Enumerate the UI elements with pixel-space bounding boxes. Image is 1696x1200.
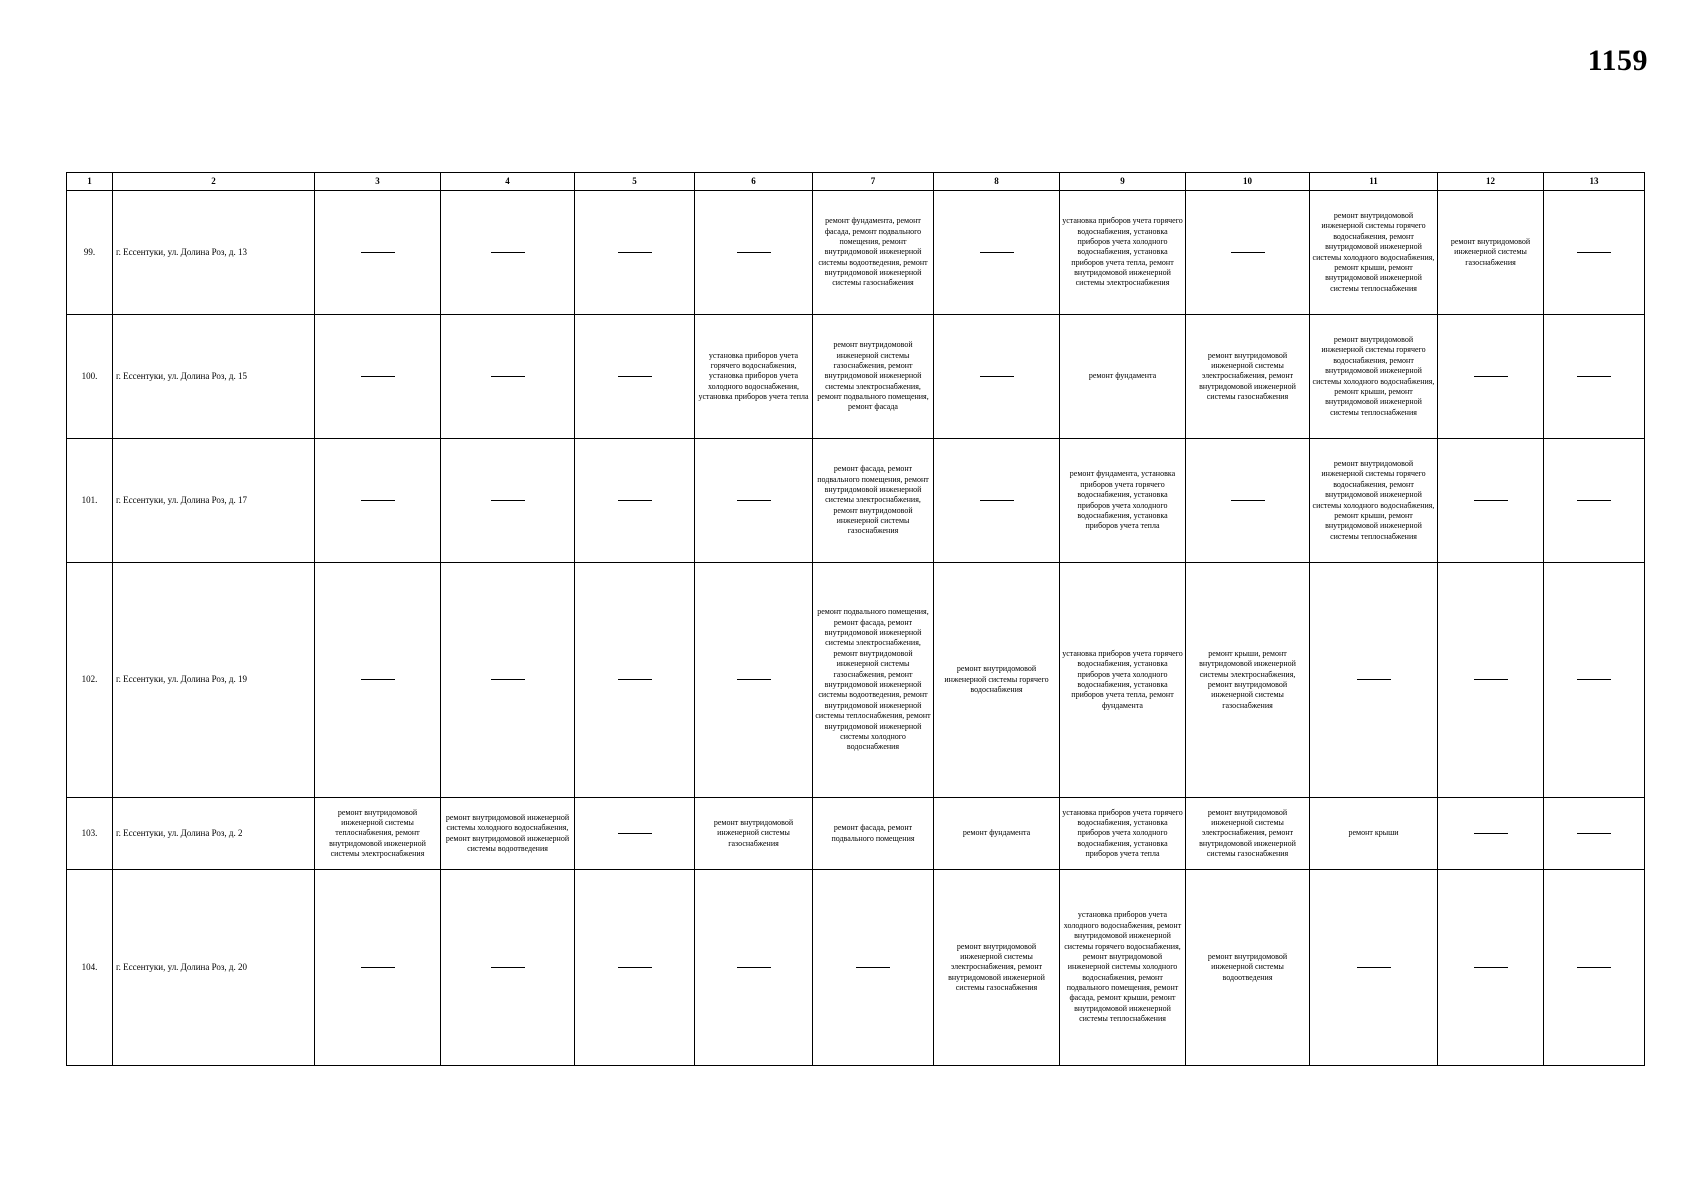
row-number: 101. — [67, 439, 113, 563]
work-cell: ремонт крыши, ремонт внутридомовой инженерной системы электроснабжения, ремонт внутридомовой инженерной системы газоснабжения — [1186, 563, 1310, 798]
dash-mark — [980, 252, 1014, 253]
empty-cell — [441, 563, 575, 798]
dash-mark — [491, 376, 525, 377]
dash-mark — [1474, 376, 1508, 377]
column-header: 9 — [1060, 173, 1186, 191]
dash-mark — [361, 967, 395, 968]
empty-cell — [315, 439, 441, 563]
work-cell: ремонт фасада, ремонт подвального помещения — [813, 798, 934, 870]
dash-mark — [737, 967, 771, 968]
work-cell: установка приборов учета горячего водоснабжения, установка приборов учета холодного водоснабжения, установка приборов учета тепла, ремонт внутридомовой инженерной системы электроснабжения — [1060, 191, 1186, 315]
work-cell: ремонт фундамента, установка приборов учета горячего водоснабжения, установка приборов учета холодного водоснабжения, установка приборов учета тепла — [1060, 439, 1186, 563]
dash-mark — [1577, 833, 1611, 834]
work-cell: ремонт внутридомовой инженерной системы электроснабжения, ремонт внутридомовой инженерной системы газоснабжения — [1186, 798, 1310, 870]
dash-mark — [618, 967, 652, 968]
empty-cell — [1438, 439, 1544, 563]
dash-mark — [1231, 500, 1265, 501]
address-cell: г. Ессентуки, ул. Долина Роз, д. 19 — [113, 563, 315, 798]
work-cell: ремонт подвального помещения, ремонт фасада, ремонт внутридомовой инженерной системы электроснабжения, ремонт внутридомовой инженерной системы газоснабжения, ремонт внутридомовой инженерной системы водоотведения, ремонт внутридомовой инженерной системы теплоснабжения, ремонт внутридомовой инженерной системы холодного водоснабжения — [813, 563, 934, 798]
work-cell: ремонт внутридомовой инженерной системы горячего водоснабжения, ремонт внутридомовой инженерной системы холодного водоснабжения, ремонт крыши, ремонт внутридомовой инженерной системы теплоснабжения — [1310, 315, 1438, 439]
column-header: 11 — [1310, 173, 1438, 191]
dash-mark — [361, 376, 395, 377]
dash-mark — [491, 500, 525, 501]
empty-cell — [695, 563, 813, 798]
dash-mark — [361, 500, 395, 501]
empty-cell — [934, 439, 1060, 563]
empty-cell — [1186, 191, 1310, 315]
empty-cell — [695, 870, 813, 1066]
column-header: 7 — [813, 173, 934, 191]
column-header: 3 — [315, 173, 441, 191]
dash-mark — [361, 679, 395, 680]
row-number: 100. — [67, 315, 113, 439]
work-cell: ремонт внутридомовой инженерной системы электроснабжения, ремонт внутридомовой инженерной системы газоснабжения — [934, 870, 1060, 1066]
works-table — [66, 172, 1645, 1066]
column-header: 1 — [67, 173, 113, 191]
column-header: 12 — [1438, 173, 1544, 191]
empty-cell — [1438, 563, 1544, 798]
work-cell: ремонт крыши — [1310, 798, 1438, 870]
empty-cell — [575, 870, 695, 1066]
empty-cell — [1438, 798, 1544, 870]
page-number: 1159 — [1587, 44, 1648, 77]
column-header: 4 — [441, 173, 575, 191]
work-cell: ремонт фундамента — [1060, 315, 1186, 439]
empty-cell — [1544, 191, 1645, 315]
table-row — [67, 315, 1645, 439]
column-header: 5 — [575, 173, 695, 191]
row-number: 99. — [67, 191, 113, 315]
empty-cell — [575, 315, 695, 439]
dash-mark — [1357, 679, 1391, 680]
dash-mark — [491, 252, 525, 253]
dash-mark — [1577, 679, 1611, 680]
dash-mark — [1577, 252, 1611, 253]
work-cell: ремонт внутридомовой инженерной системы газоснабжения — [1438, 191, 1544, 315]
dash-mark — [1577, 500, 1611, 501]
row-number: 104. — [67, 870, 113, 1066]
column-header: 2 — [113, 173, 315, 191]
dash-mark — [856, 967, 890, 968]
dash-mark — [1474, 679, 1508, 680]
column-header: 6 — [695, 173, 813, 191]
empty-cell — [575, 563, 695, 798]
empty-cell — [1310, 870, 1438, 1066]
dash-mark — [618, 376, 652, 377]
header-row — [67, 173, 1645, 191]
column-header: 8 — [934, 173, 1060, 191]
dash-mark — [1474, 833, 1508, 834]
dash-mark — [1474, 500, 1508, 501]
empty-cell — [1544, 870, 1645, 1066]
table-row — [67, 439, 1645, 563]
empty-cell — [315, 315, 441, 439]
empty-cell — [575, 798, 695, 870]
work-cell: ремонт внутридомовой инженерной системы теплоснабжения, ремонт внутридомовой инженерной системы электроснабжения — [315, 798, 441, 870]
work-cell: установка приборов учета горячего водоснабжения, установка приборов учета холодного водоснабжения, установка приборов учета тепла, ремонт фундамента — [1060, 563, 1186, 798]
work-cell: ремонт внутридомовой инженерной системы газоснабжения — [695, 798, 813, 870]
work-cell: ремонт фасада, ремонт подвального помещения, ремонт внутридомовой инженерной системы электроснабжения, ремонт внутридомовой инженерной системы газоснабжения — [813, 439, 934, 563]
empty-cell — [813, 870, 934, 1066]
table-row — [67, 870, 1645, 1066]
dash-mark — [737, 679, 771, 680]
empty-cell — [1544, 798, 1645, 870]
empty-cell — [575, 191, 695, 315]
work-cell: установка приборов учета горячего водоснабжения, установка приборов учета холодного водоснабжения, установка приборов учета тепла — [1060, 798, 1186, 870]
table-row — [67, 798, 1645, 870]
empty-cell — [441, 870, 575, 1066]
dash-mark — [1231, 252, 1265, 253]
empty-cell — [934, 315, 1060, 439]
dash-mark — [1474, 967, 1508, 968]
address-cell: г. Ессентуки, ул. Долина Роз, д. 17 — [113, 439, 315, 563]
dash-mark — [980, 376, 1014, 377]
dash-mark — [618, 679, 652, 680]
dash-mark — [618, 833, 652, 834]
table-row — [67, 191, 1645, 315]
empty-cell — [934, 191, 1060, 315]
column-header: 10 — [1186, 173, 1310, 191]
empty-cell — [1438, 870, 1544, 1066]
empty-cell — [1438, 315, 1544, 439]
work-cell: ремонт внутридомовой инженерной системы газоснабжения, ремонт внутридомовой инженерной системы электроснабжения, ремонт подвального помещения, ремонт фасада — [813, 315, 934, 439]
row-number: 102. — [67, 563, 113, 798]
empty-cell — [1544, 563, 1645, 798]
dash-mark — [1357, 967, 1391, 968]
work-cell: ремонт внутридомовой инженерной системы горячего водоснабжения — [934, 563, 1060, 798]
work-cell: ремонт фундамента — [934, 798, 1060, 870]
column-header: 13 — [1544, 173, 1645, 191]
empty-cell — [441, 439, 575, 563]
row-number: 103. — [67, 798, 113, 870]
work-cell: ремонт внутридомовой инженерной системы водоотведения — [1186, 870, 1310, 1066]
dash-mark — [491, 967, 525, 968]
dash-mark — [980, 500, 1014, 501]
address-cell: г. Ессентуки, ул. Долина Роз, д. 13 — [113, 191, 315, 315]
empty-cell — [1186, 439, 1310, 563]
dash-mark — [1577, 967, 1611, 968]
dash-mark — [737, 252, 771, 253]
address-cell: г. Ессентуки, ул. Долина Роз, д. 20 — [113, 870, 315, 1066]
table-row — [67, 563, 1645, 798]
empty-cell — [315, 870, 441, 1066]
empty-cell — [695, 439, 813, 563]
address-cell: г. Ессентуки, ул. Долина Роз, д. 2 — [113, 798, 315, 870]
work-cell: ремонт внутридомовой инженерной системы холодного водоснабжения, ремонт внутридомовой инженерной системы водоотведения — [441, 798, 575, 870]
empty-cell — [1544, 439, 1645, 563]
empty-cell — [315, 563, 441, 798]
work-cell: ремонт внутридомовой инженерной системы горячего водоснабжения, ремонт внутридомовой инженерной системы холодного водоснабжения, ремонт крыши, ремонт внутридомовой инженерной системы теплоснабжения — [1310, 191, 1438, 315]
work-cell: установка приборов учета горячего водоснабжения, установка приборов учета холодного водоснабжения, установка приборов учета тепла — [695, 315, 813, 439]
empty-cell — [441, 315, 575, 439]
empty-cell — [441, 191, 575, 315]
empty-cell — [315, 191, 441, 315]
work-cell: ремонт фундамента, ремонт фасада, ремонт подвального помещения, ремонт внутридомовой инженерной системы водоотведения, ремонт внутридомовой инженерной системы газоснабжения — [813, 191, 934, 315]
dash-mark — [491, 679, 525, 680]
work-cell: ремонт внутридомовой инженерной системы горячего водоснабжения, ремонт внутридомовой инженерной системы холодного водоснабжения, ремонт крыши, ремонт внутридомовой инженерной системы теплоснабжения — [1310, 439, 1438, 563]
address-cell: г. Ессентуки, ул. Долина Роз, д. 15 — [113, 315, 315, 439]
empty-cell — [695, 191, 813, 315]
dash-mark — [1577, 376, 1611, 377]
empty-cell — [1544, 315, 1645, 439]
empty-cell — [575, 439, 695, 563]
dash-mark — [361, 252, 395, 253]
dash-mark — [618, 500, 652, 501]
empty-cell — [1310, 563, 1438, 798]
work-cell: установка приборов учета холодного водоснабжения, ремонт внутридомовой инженерной системы горячего водоснабжения, ремонт внутридомовой инженерной системы холодного водоснабжения, ремонт подвального помещения, ремонт фасада, ремонт крыши, ремонт внутридомовой инженерной системы теплоснабжения — [1060, 870, 1186, 1066]
dash-mark — [737, 500, 771, 501]
work-cell: ремонт внутридомовой инженерной системы электроснабжения, ремонт внутридомовой инженерной системы газоснабжения — [1186, 315, 1310, 439]
dash-mark — [618, 252, 652, 253]
